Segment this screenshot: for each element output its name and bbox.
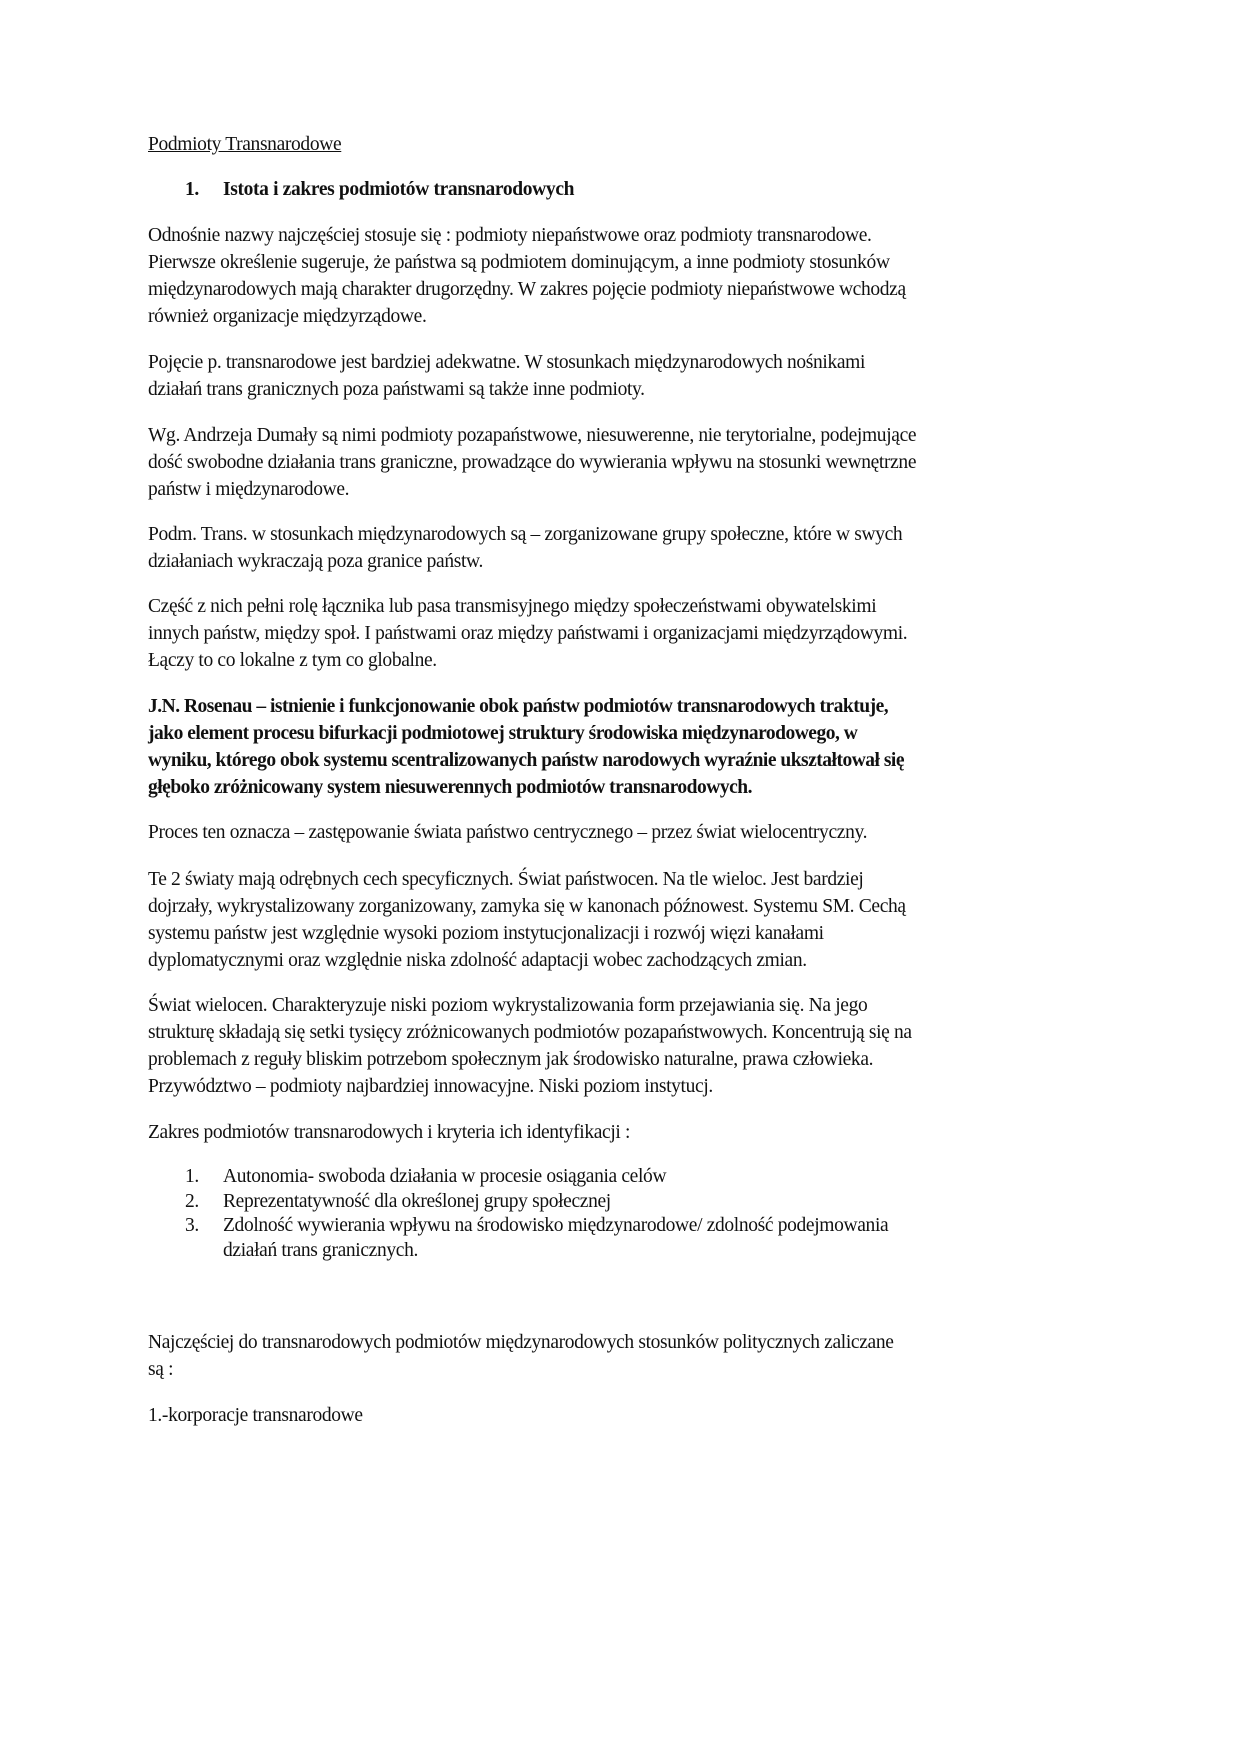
text-line: międzynarodowych mają charakter drugorzędny. W zakres pojęcie podmioty niepaństwowe wchodzą <box>148 279 906 300</box>
text-line: J.N. Rosenau – istnienie i funkcjonowanie obok państw podmiotów transnarodowych traktuje, <box>148 696 889 717</box>
text-line: Odnośnie nazwy najczęściej stosuje się : podmioty niepaństwowe oraz podmioty transnarodowe. <box>148 225 872 246</box>
list-number: 1. <box>185 1166 199 1187</box>
text-line: jako element procesu bifurkacji podmiotowej struktury środowiska międzynarodowego, w <box>148 723 858 744</box>
heading-text: Istota i zakres podmiotów transnarodowych <box>223 179 575 200</box>
text-line: Reprezentatywność dla określonej grupy społecznej <box>223 1190 611 1212</box>
paragraph <box>148 422 1108 503</box>
text-line: Proces ten oznacza – zastępowanie świata państwo centrycznego – przez świat wielocentryczny. <box>148 822 868 843</box>
text-line: dojrzały, wykrystalizowany zorganizowany, zamyka się w kanonach późnowest. Systemu SM. Cechą <box>148 896 906 917</box>
text-line: głęboko zróżnicowany system niesuwerennych podmiotów transnarodowych. <box>148 777 752 798</box>
paragraph <box>148 1329 1108 1383</box>
paragraph <box>148 1119 1108 1146</box>
text-line: problemach z reguły bliskim potrzebom społecznym jak środowisko naturalne, prawa człowieka. <box>148 1049 874 1070</box>
text-line: Autonomia- swoboda działania w procesie osiągania celów <box>223 1166 667 1187</box>
paragraph <box>148 521 1108 575</box>
text-line: państw i międzynarodowe. <box>148 479 350 500</box>
text-line: 1.-korporacje transnarodowe <box>148 1405 363 1426</box>
criteria-list <box>148 1165 1108 1263</box>
section-heading <box>185 176 1145 203</box>
text-line: Najczęściej do transnarodowych podmiotów międzynarodowych stosunków politycznych zaliczane <box>148 1332 894 1353</box>
list-text <box>223 1190 1108 1215</box>
text-line: innych państw, między społ. I państwami oraz między państwami i organizacjami międzyrządowymi. <box>148 623 908 644</box>
text-line: Podm. Trans. w stosunkach międzynarodowych są – zorganizowane grupy społeczne, które w swych <box>148 524 903 545</box>
document-title <box>148 131 1108 158</box>
text-line: działań trans granicznych poza państwami są także inne podmioty. <box>148 379 645 400</box>
text-line: są : <box>148 1359 174 1380</box>
heading-number: 1. <box>185 179 199 200</box>
text-line: wyniku, którego obok systemu scentralizowanych państw narodowych wyraźnie ukształtował się <box>148 750 904 771</box>
text-line: Zdolność wywierania wpływu na środowisko międzynarodowe/ zdolność podejmowania <box>223 1215 889 1236</box>
text-line: Pierwsze określenie sugeruje, że państwa są podmiotem dominującym, a inne podmioty stosunków <box>148 252 890 273</box>
paragraph <box>148 866 1108 974</box>
text-line: strukturę składają się setki tysięcy zróżnicowanych podmiotów pozapaństwowych. Koncentrują się na <box>148 1022 912 1043</box>
paragraph <box>148 349 1108 403</box>
text-line: Świat wielocen. Charakteryzuje niski poziom wykrystalizowania form przejawiania się. Na jego <box>148 995 868 1016</box>
text-line: działań trans granicznych. <box>223 1239 419 1261</box>
paragraph <box>148 1402 1108 1429</box>
text-line: Przywództwo – podmioty najbardziej innowacyjne. Niski poziom instytucj. <box>148 1076 713 1097</box>
list-item <box>148 1165 1108 1190</box>
list-text <box>223 1214 1108 1263</box>
list-number: 3. <box>185 1215 199 1236</box>
text-line: Wg. Andrzeja Dumały są nimi podmioty pozapaństwowe, niesuwerenne, nie terytorialne, podejmujące <box>148 425 917 446</box>
paragraph <box>148 992 1108 1100</box>
text-line: Łączy to co lokalne z tym co globalne. <box>148 650 437 671</box>
text-line: działaniach wykraczają poza granice państw. <box>148 551 484 572</box>
text-line: systemu państw jest względnie wysoki poziom instytucjonalizacji i rozwój więzi kanałami <box>148 923 824 944</box>
text-line: Część z nich pełni rolę łącznika lub pasa transmisyjnego między społeczeństwami obywatelskimi <box>148 596 877 617</box>
text-line: również organizacje międzyrządowe. <box>148 306 427 327</box>
list-number: 2. <box>185 1190 199 1212</box>
title-text: Podmioty Transnarodowe <box>148 134 342 155</box>
paragraph <box>148 593 1108 674</box>
list-item <box>148 1214 1108 1263</box>
text-line: dyplomatycznymi oraz względnie niska zdolność adaptacji wobec zachodzących zmian. <box>148 950 807 971</box>
paragraph-bold-quote <box>148 693 1108 801</box>
list-text <box>223 1165 1108 1190</box>
text-line: Zakres podmiotów transnarodowych i kryteria ich identyfikacji : <box>148 1122 631 1143</box>
text-line: dość swobodne działania trans graniczne, prowadzące do wywierania wpływu na stosunki wewnętrzne <box>148 452 917 473</box>
text-line: Te 2 światy mają odrębnych cech specyficznych. Świat państwocen. Na tle wieloc. Jest bardziej <box>148 869 864 890</box>
paragraph <box>148 819 1108 846</box>
list-item <box>148 1190 1108 1215</box>
paragraph <box>148 222 1108 330</box>
text-line: Pojęcie p. transnarodowe jest bardziej adekwatne. W stosunkach międzynarodowych nośnikami <box>148 352 866 373</box>
